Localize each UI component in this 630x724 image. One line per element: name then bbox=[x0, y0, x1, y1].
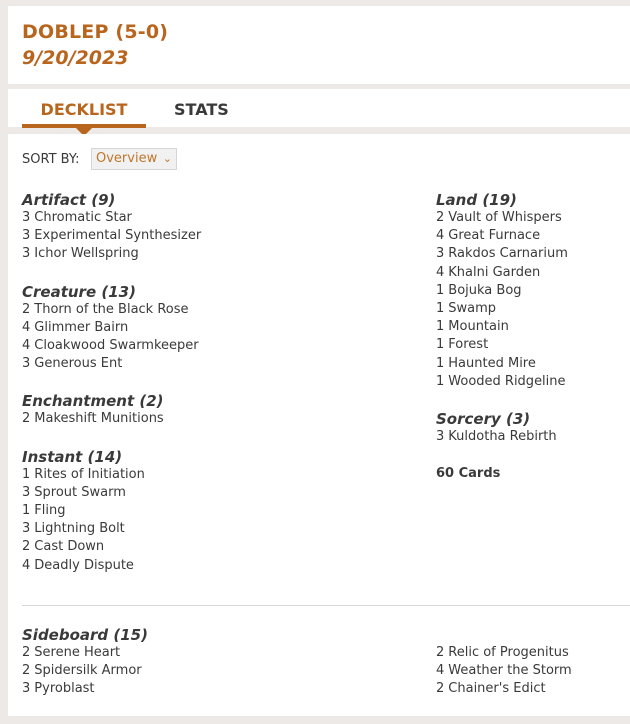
card-entry[interactable] bbox=[22, 301, 412, 319]
card-entry[interactable] bbox=[22, 466, 412, 484]
card-entry[interactable] bbox=[436, 373, 626, 391]
card-entry[interactable] bbox=[22, 680, 142, 698]
card-type-heading: Instant (14) bbox=[22, 447, 123, 466]
card-type-heading: Creature (13) bbox=[22, 282, 136, 301]
card-entry[interactable] bbox=[22, 502, 412, 520]
card-type-group bbox=[436, 410, 626, 446]
card-name: Chromatic Star bbox=[34, 210, 132, 225]
card-name: Deadly Dispute bbox=[34, 557, 134, 573]
card-count: 2 bbox=[436, 681, 445, 697]
chevron-down-icon: ⌄ bbox=[162, 152, 172, 165]
sort-select[interactable] bbox=[91, 148, 177, 170]
card-count: 1 bbox=[436, 373, 445, 389]
card-count: 2 bbox=[22, 539, 31, 555]
card-count: 4 bbox=[436, 264, 445, 280]
card-name: Glimmer Bairn bbox=[34, 319, 129, 335]
card-entry[interactable] bbox=[436, 282, 626, 300]
card-name: Experimental Synthesizer bbox=[34, 228, 202, 244]
card-count: 3 bbox=[22, 228, 31, 244]
tab-stats[interactable]: STATS bbox=[174, 100, 229, 119]
card-entry[interactable] bbox=[22, 355, 412, 373]
card-count: 1 bbox=[436, 319, 445, 335]
card-entry[interactable] bbox=[436, 209, 626, 227]
card-entry[interactable] bbox=[436, 644, 572, 662]
card-name: Swamp bbox=[448, 301, 497, 317]
card-count: 2 bbox=[22, 645, 31, 660]
main-deck-left-column bbox=[22, 191, 412, 594]
card-name: Generous Ent bbox=[34, 356, 123, 372]
card-count: 2 bbox=[22, 411, 31, 427]
sort-label: SORT BY: bbox=[22, 152, 80, 167]
sort-selected-value: Overview bbox=[96, 151, 158, 166]
card-entry[interactable] bbox=[436, 264, 626, 282]
card-name: Haunted Mire bbox=[448, 355, 536, 371]
card-name: Fling bbox=[34, 503, 66, 519]
card-entry[interactable] bbox=[22, 209, 412, 227]
decklist-panel bbox=[8, 134, 630, 716]
card-count: 3 bbox=[22, 356, 31, 372]
card-entry[interactable] bbox=[22, 245, 412, 263]
card-entry[interactable] bbox=[436, 355, 626, 373]
card-name: Chainer's Edict bbox=[448, 681, 546, 697]
card-count: 4 bbox=[436, 228, 445, 244]
card-count: 1 bbox=[436, 282, 445, 298]
card-count: 4 bbox=[22, 319, 31, 335]
card-total: 60 Cards bbox=[436, 466, 501, 482]
card-count: 1 bbox=[436, 301, 445, 317]
deck-header bbox=[8, 6, 630, 84]
card-type-heading: Sorcery (3) bbox=[436, 410, 531, 429]
card-type-group bbox=[22, 191, 412, 264]
card-name: Weather the Storm bbox=[448, 663, 572, 679]
card-entry[interactable] bbox=[436, 428, 626, 446]
card-entry[interactable] bbox=[22, 319, 412, 337]
card-count: 3 bbox=[436, 246, 445, 262]
card-entry[interactable] bbox=[22, 644, 142, 662]
card-entry[interactable] bbox=[22, 227, 412, 245]
card-count: 4 bbox=[436, 663, 445, 679]
card-count: 3 bbox=[436, 429, 445, 445]
card-name: Vault of Whispers bbox=[448, 210, 562, 225]
card-name: Great Furnace bbox=[448, 228, 541, 244]
card-name: Cloakwood Swarmkeeper bbox=[34, 338, 199, 354]
card-name: Lightning Bolt bbox=[34, 521, 125, 537]
card-name: Relic of Progenitus bbox=[448, 645, 569, 660]
card-name: Cast Down bbox=[34, 539, 105, 555]
card-count: 1 bbox=[436, 337, 445, 353]
card-count: 2 bbox=[22, 663, 31, 679]
card-name: Bojuka Bog bbox=[448, 282, 522, 298]
card-count: 1 bbox=[22, 466, 31, 482]
card-count: 3 bbox=[22, 521, 31, 537]
card-entry[interactable] bbox=[22, 662, 142, 680]
card-name: Thorn of the Black Rose bbox=[34, 301, 189, 317]
card-count: 1 bbox=[436, 355, 445, 371]
card-name: Forest bbox=[448, 337, 489, 353]
card-name: Pyroblast bbox=[34, 681, 95, 697]
card-count: 2 bbox=[22, 301, 31, 317]
card-type-heading: Land (19) bbox=[436, 191, 517, 209]
card-entry[interactable] bbox=[22, 520, 412, 538]
card-name: Mountain bbox=[448, 319, 509, 335]
sideboard-right-column bbox=[436, 644, 572, 699]
card-type-group bbox=[22, 392, 412, 428]
card-entry[interactable] bbox=[22, 557, 412, 575]
card-name: Wooded Ridgeline bbox=[448, 373, 566, 389]
card-entry[interactable] bbox=[436, 245, 626, 263]
card-name: Spidersilk Armor bbox=[34, 663, 142, 679]
card-name: Khalni Garden bbox=[448, 264, 541, 280]
card-type-heading: Artifact (9) bbox=[22, 191, 116, 209]
tab-bar bbox=[8, 89, 630, 127]
card-entry[interactable] bbox=[436, 680, 572, 698]
card-name: Ichor Wellspring bbox=[34, 246, 139, 262]
card-entry[interactable] bbox=[22, 484, 412, 502]
card-count: 3 bbox=[22, 681, 31, 697]
card-name: Sprout Swarm bbox=[34, 484, 126, 500]
card-count: 4 bbox=[22, 557, 31, 573]
card-entry[interactable] bbox=[436, 318, 626, 336]
card-entry[interactable] bbox=[436, 662, 572, 680]
card-count: 4 bbox=[22, 338, 31, 354]
deck-title: DOBLEP (5-0) bbox=[22, 21, 169, 43]
card-type-group bbox=[22, 283, 412, 374]
card-count: 2 bbox=[436, 210, 445, 225]
card-count: 3 bbox=[22, 246, 31, 262]
sideboard-title: Sideboard (15) bbox=[22, 626, 148, 644]
card-entry[interactable] bbox=[436, 227, 626, 245]
card-count: 2 bbox=[436, 645, 445, 660]
card-entry[interactable] bbox=[22, 410, 412, 428]
card-count: 3 bbox=[22, 484, 31, 500]
card-entry[interactable] bbox=[22, 538, 412, 556]
card-name: Rites of Initiation bbox=[34, 466, 145, 482]
main-deck-right-column bbox=[436, 191, 626, 481]
card-name: Kuldotha Rebirth bbox=[448, 429, 557, 445]
card-type-heading: Enchantment (2) bbox=[22, 392, 164, 411]
card-type-group bbox=[22, 448, 412, 575]
card-name: Rakdos Carnarium bbox=[448, 246, 568, 262]
card-name: Makeshift Munitions bbox=[34, 411, 164, 427]
card-name: Serene Heart bbox=[34, 645, 121, 660]
card-count: 1 bbox=[22, 503, 31, 519]
deck-date: 9/20/2023 bbox=[22, 47, 129, 69]
tab-decklist[interactable]: DECKLIST bbox=[40, 100, 128, 119]
card-type-group bbox=[436, 191, 626, 391]
card-count: 3 bbox=[22, 210, 31, 225]
divider bbox=[22, 605, 630, 606]
right-groups bbox=[436, 191, 626, 446]
card-entry[interactable] bbox=[436, 336, 626, 354]
sideboard-left-column bbox=[22, 644, 142, 699]
card-entry[interactable] bbox=[436, 300, 626, 318]
card-entry[interactable] bbox=[22, 337, 412, 355]
